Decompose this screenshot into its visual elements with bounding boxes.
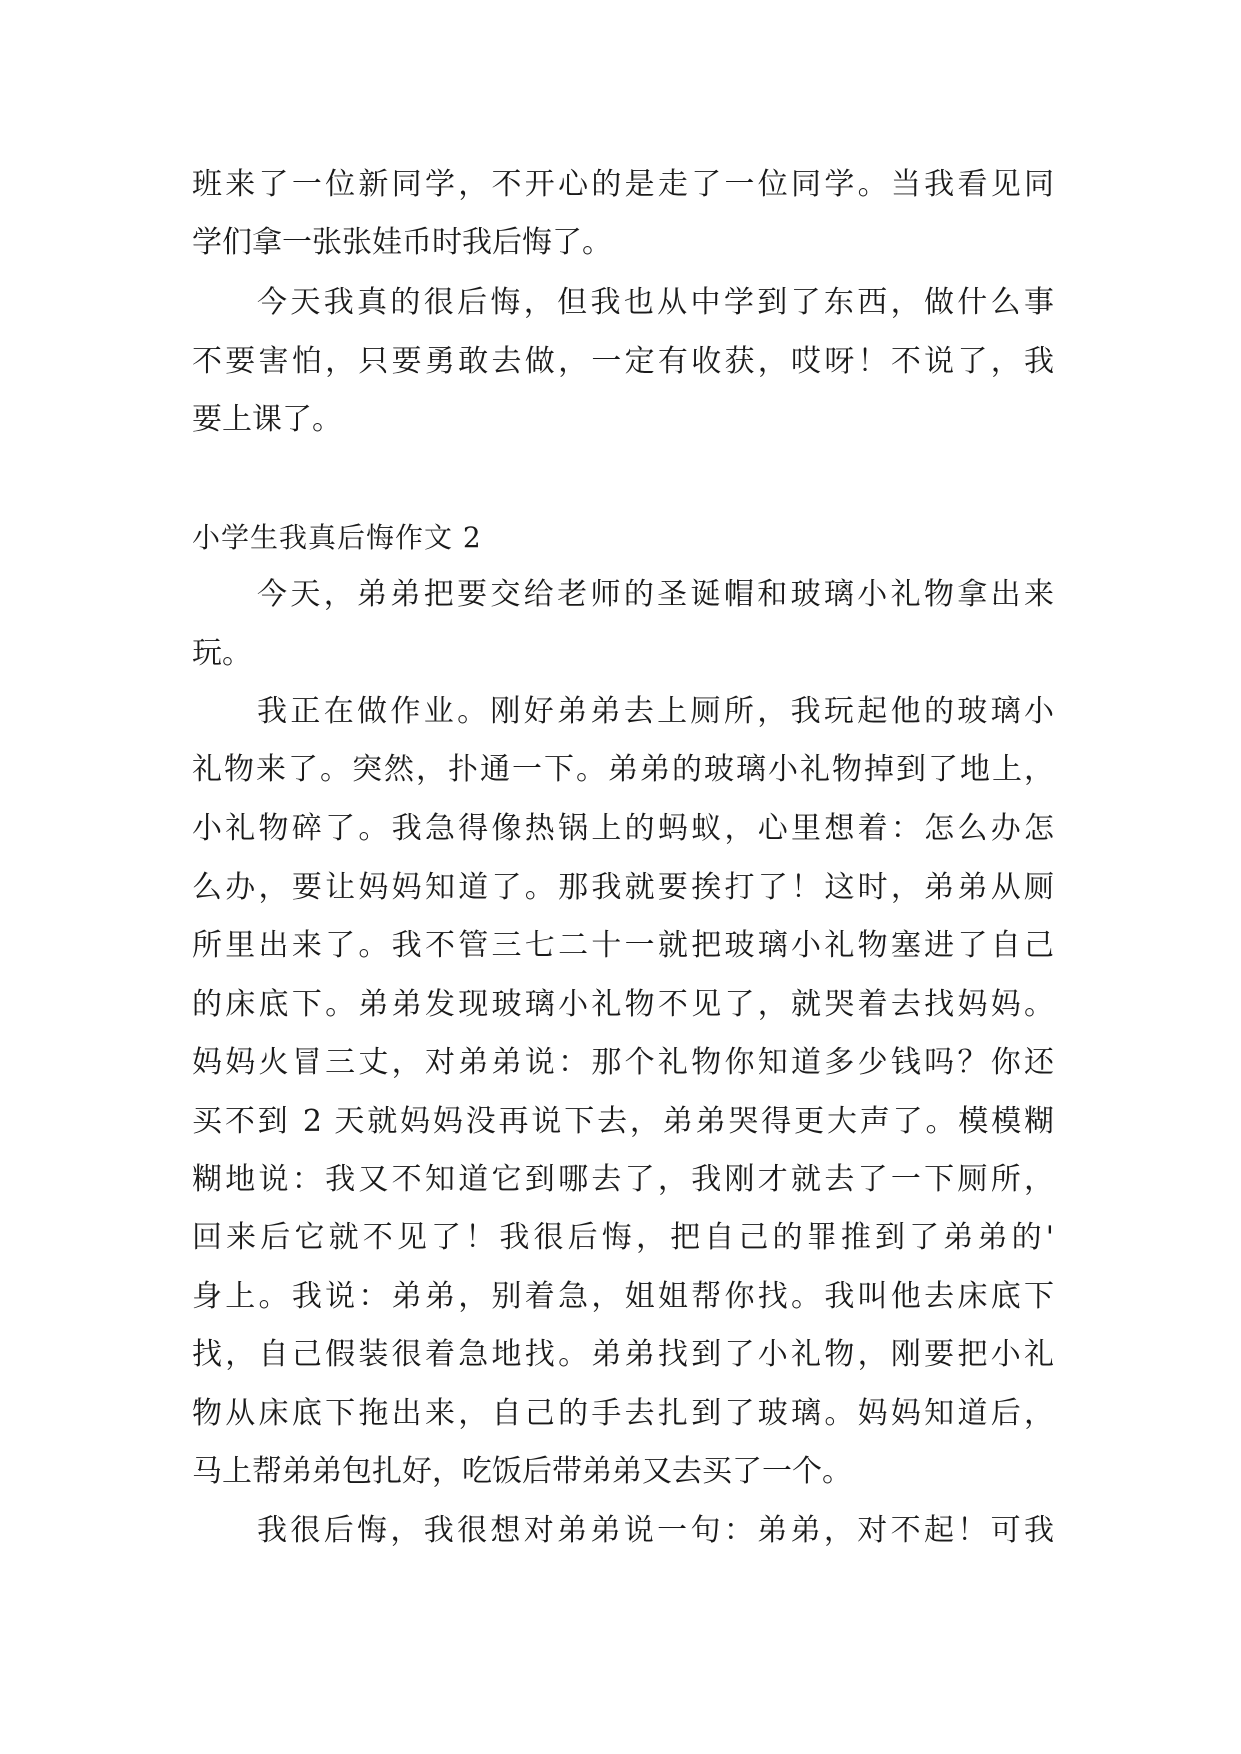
essay-heading: 小学生我真后悔作文 2 [192, 521, 482, 554]
paragraph-line: 的床底下。弟弟发现玻璃小礼物不见了，就哭着去找妈妈。 [192, 987, 1054, 1022]
paragraph-line: 学们拿一张张娃币时我后悔了。 [192, 225, 612, 260]
paragraph-line: 马上帮弟弟包扎好，吃饭后带弟弟又去买了一个。 [192, 1454, 852, 1489]
paragraph-line: 玩。 [192, 636, 252, 671]
paragraph-line: 回来后它就不见了！我很后悔，把自己的罪推到了弟弟的' [192, 1220, 1054, 1255]
paragraph-line: 今天我真的很后悔，但我也从中学到了东西，做什么事 [257, 285, 1054, 320]
paragraph-line: 要上课了。 [192, 402, 342, 437]
paragraph-line: 小礼物碎了。我急得像热锅上的蚂蚁，心里想着：怎么办怎 [192, 811, 1054, 846]
paragraph-line: 妈妈火冒三丈，对弟弟说：那个礼物你知道多少钱吗？你还 [192, 1045, 1054, 1080]
paragraph-line: 物从床底下拖出来，自己的手去扎到了玻璃。妈妈知道后， [192, 1396, 1054, 1431]
paragraph-line: 买不到 2 天就妈妈没再说下去，弟弟哭得更大声了。模模糊 [192, 1104, 1054, 1139]
paragraph-line: 糊地说：我又不知道它到哪去了，我刚才就去了一下厕所， [192, 1162, 1054, 1197]
paragraph-line: 今天，弟弟把要交给老师的圣诞帽和玻璃小礼物拿出来 [257, 577, 1054, 612]
paragraph-line: 我正在做作业。刚好弟弟去上厕所，我玩起他的玻璃小 [257, 694, 1054, 729]
paragraph-line: 所里出来了。我不管三七二十一就把玻璃小礼物塞进了自己 [192, 928, 1054, 963]
paragraph-line: 我很后悔，我很想对弟弟说一句：弟弟，对不起！可我 [257, 1513, 1054, 1548]
paragraph-line: 班来了一位新同学，不开心的是走了一位同学。当我看见同 [192, 167, 1054, 202]
paragraph-line: 不要害怕，只要勇敢去做，一定有收获，哎呀！不说了，我 [192, 344, 1054, 379]
paragraph-line: 找，自己假装很着急地找。弟弟找到了小礼物，刚要把小礼 [192, 1337, 1054, 1372]
paragraph-line: 么办，要让妈妈知道了。那我就要挨打了！这时，弟弟从厕 [192, 870, 1054, 905]
paragraph-line: 礼物来了。突然，扑通一下。弟弟的玻璃小礼物掉到了地上， [192, 752, 1054, 787]
paragraph-line: 身上。我说：弟弟，别着急，姐姐帮你找。我叫他去床底下 [192, 1279, 1054, 1314]
